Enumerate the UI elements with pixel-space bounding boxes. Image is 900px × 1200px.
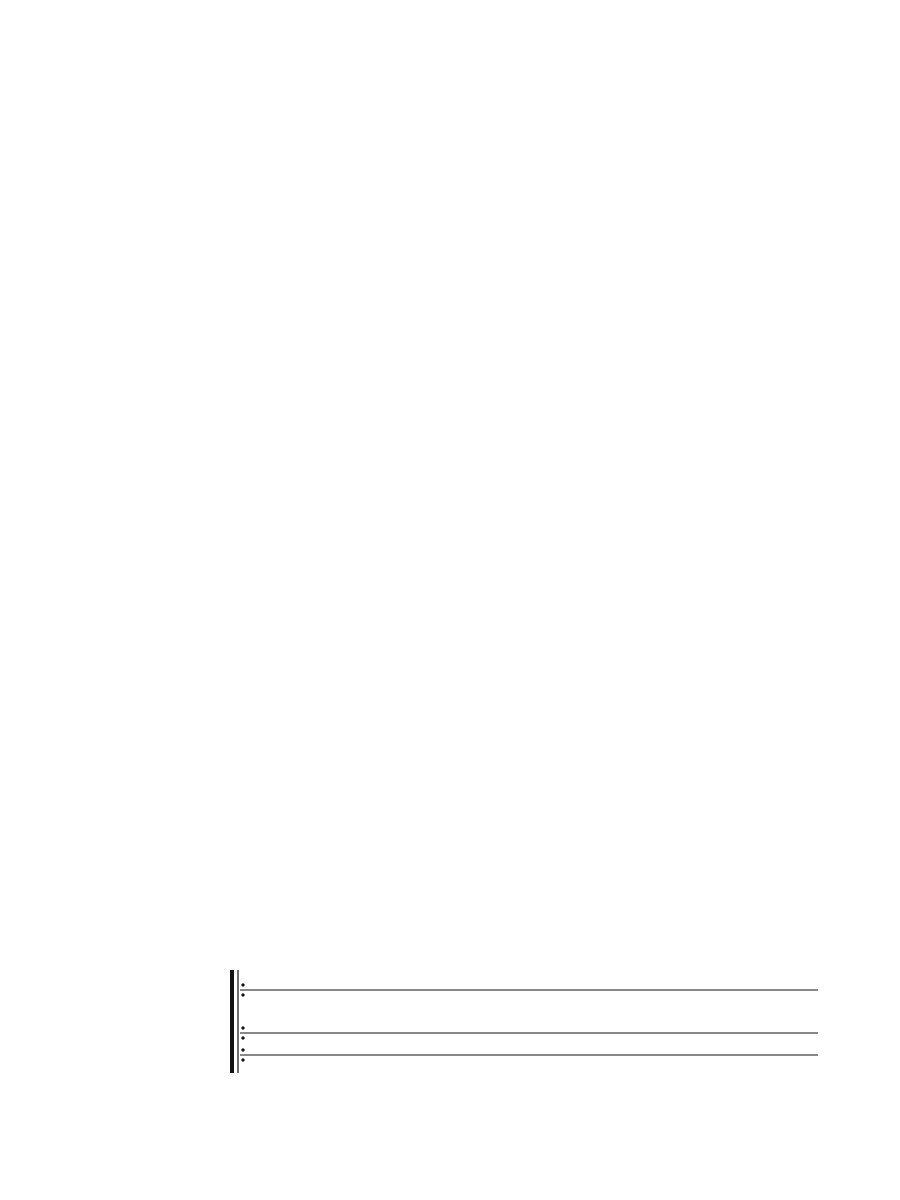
repeat-dot [241,1026,244,1029]
repeat-dot [241,1048,244,1051]
exercise-c-staff [0,925,900,1085]
repeat-dot [241,1036,244,1039]
repeat-dot [241,993,244,996]
repeat-dot [241,1058,244,1061]
repeat-dot [241,983,244,986]
exercise-b-staff [0,685,900,815]
exercise-a-staff [0,340,900,440]
exercise-a1-staff [0,540,900,640]
